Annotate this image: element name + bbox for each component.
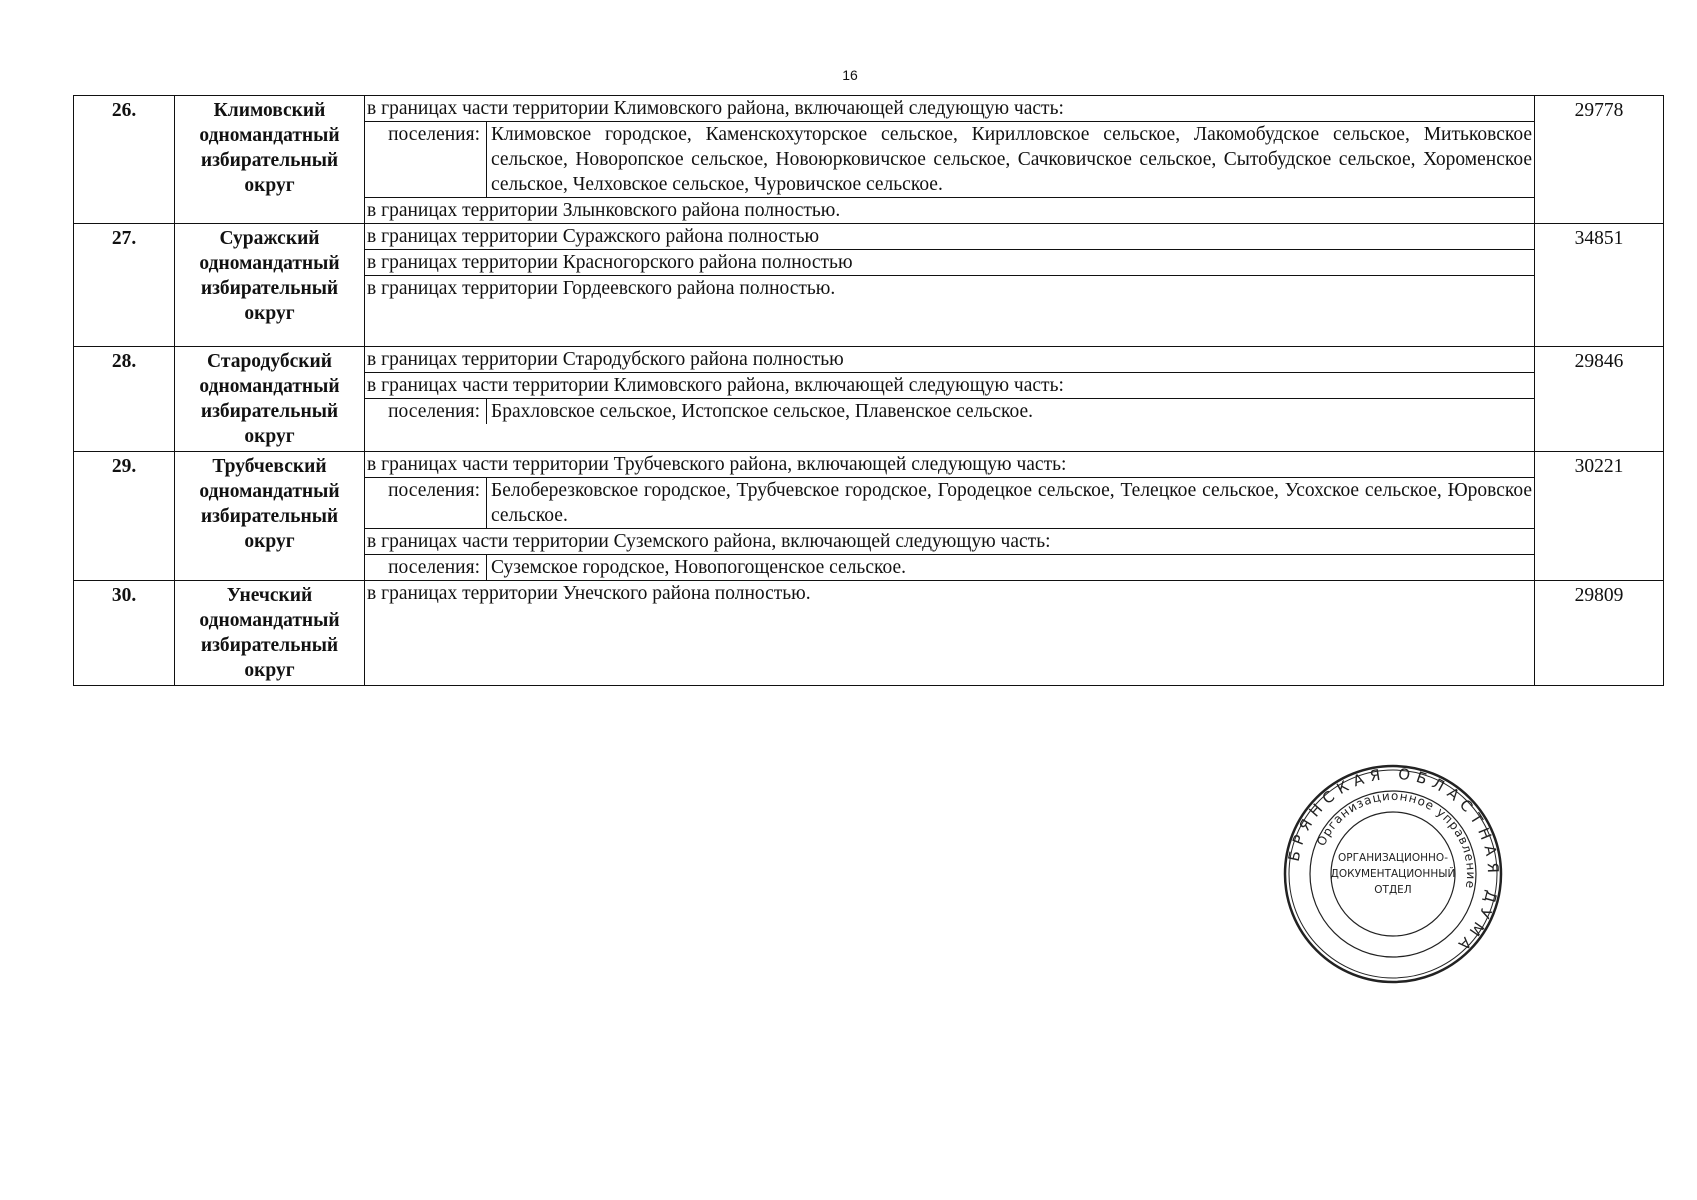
- table-row: [74, 581, 1664, 686]
- name-line: Унечский: [226, 585, 313, 606]
- voter-count: 29809: [1535, 581, 1664, 686]
- territory-line: в границах части территории Суземского района, включающей следующую часть:: [365, 529, 1534, 555]
- name-line: округ: [244, 303, 295, 324]
- territory-line: в границах территории Злынковского района полностью.: [367, 200, 841, 221]
- row-number: 30.: [74, 581, 175, 686]
- official-stamp: [1282, 763, 1504, 985]
- settlements-label: поселения:: [365, 122, 487, 197]
- settlements-label: поселения:: [365, 478, 487, 528]
- districts-table: [73, 95, 1664, 686]
- settlements-label: поселения:: [365, 555, 487, 580]
- district-description: [365, 581, 1535, 686]
- stamp-center-line: ДОКУМЕНТАЦИОННЫЙ: [1330, 868, 1456, 880]
- stamp-center-line: ОРГАНИЗАЦИОННО-: [1338, 852, 1448, 864]
- settlements-row: [365, 555, 1534, 580]
- name-line: избирательный: [200, 401, 339, 422]
- name-line: одномандатный: [199, 481, 340, 502]
- settlements-list: Брахловское сельское, Истопское сельское, Плавенское сельское.: [491, 401, 1033, 422]
- name-line: Суражский: [219, 228, 320, 249]
- name-line: Трубчевский: [212, 456, 327, 477]
- district-name: [175, 224, 365, 347]
- name-line: одномандатный: [199, 253, 340, 274]
- territory-line: в границах территории Унечского района полностью.: [367, 583, 811, 604]
- table-row: [74, 224, 1664, 347]
- table-row: [74, 96, 1664, 224]
- row-number: 26.: [74, 96, 175, 224]
- stamp-inner-text: Организационное управление: [1314, 788, 1479, 891]
- name-line: одномандатный: [199, 376, 340, 397]
- name-line: Климовский: [213, 100, 326, 121]
- name-line: округ: [244, 426, 295, 447]
- settlements-row: [365, 399, 1534, 424]
- stamp-center-line: ОТДЕЛ: [1374, 884, 1412, 896]
- settlements-list: Белоберезковское городское, Трубчевское городское, Городецкое сельское, Телецкое сельское, Усохское сельское, Юровское сельское.: [491, 480, 1532, 526]
- territory-line: в границах территории Суражского района полностью: [365, 224, 1534, 250]
- row-number: 27.: [74, 224, 175, 347]
- name-line: избирательный: [200, 506, 339, 527]
- territory-line: в границах части территории Климовского района, включающей следующую часть:: [365, 96, 1534, 122]
- name-line: одномандатный: [199, 610, 340, 631]
- settlements-row: [365, 478, 1534, 529]
- row-number: 29.: [74, 452, 175, 581]
- settlements-list: Климовское городское, Каменскохуторское сельское, Кирилловское сельское, Лакомобудское сельское, Митьковское сельское, Новоропское сельское, Новоюрковичское сельское, Сачковичское сельское, Сытобудское сельское, Хороменское сельское, Челховское сельское, Чуровичское сельское.: [491, 124, 1532, 195]
- voter-count: 29778: [1535, 96, 1664, 224]
- territory-line: в границах части территории Климовского района, включающей следующую часть:: [365, 373, 1534, 399]
- name-line: округ: [244, 175, 295, 196]
- stamp-outer-text: БРЯНСКАЯ ОБЛАСТНАЯ ДУМА: [1284, 764, 1503, 958]
- district-name: [175, 581, 365, 686]
- name-line: одномандатный: [199, 125, 340, 146]
- voter-count: 29846: [1535, 347, 1664, 452]
- settlements-list: Суземское городское, Новопогощенское сельское.: [491, 557, 906, 578]
- settlements-label: поселения:: [365, 399, 487, 424]
- district-name: [175, 96, 365, 224]
- name-line: избирательный: [200, 150, 339, 171]
- territory-line: в границах территории Красногорского района полностью: [365, 250, 1534, 276]
- territory-line: в границах территории Гордеевского района полностью.: [367, 278, 836, 299]
- name-line: Стародубский: [207, 351, 332, 372]
- voter-count: 30221: [1535, 452, 1664, 581]
- name-line: избирательный: [200, 635, 339, 656]
- district-description: [365, 224, 1535, 347]
- voter-count: 34851: [1535, 224, 1664, 347]
- district-description: [365, 96, 1535, 224]
- district-description: [365, 347, 1535, 452]
- name-line: избирательный: [200, 278, 339, 299]
- territory-line: в границах территории Стародубского района полностью: [365, 347, 1534, 373]
- district-description: [365, 452, 1535, 581]
- table-row: [74, 347, 1664, 452]
- row-number: 28.: [74, 347, 175, 452]
- settlements-row: [365, 122, 1534, 198]
- name-line: округ: [244, 660, 295, 681]
- name-line: округ: [244, 531, 295, 552]
- territory-line: в границах части территории Трубчевского района, включающей следующую часть:: [365, 452, 1534, 478]
- page-number: 16: [842, 67, 858, 83]
- district-name: [175, 347, 365, 452]
- district-name: [175, 452, 365, 581]
- table-row: [74, 452, 1664, 581]
